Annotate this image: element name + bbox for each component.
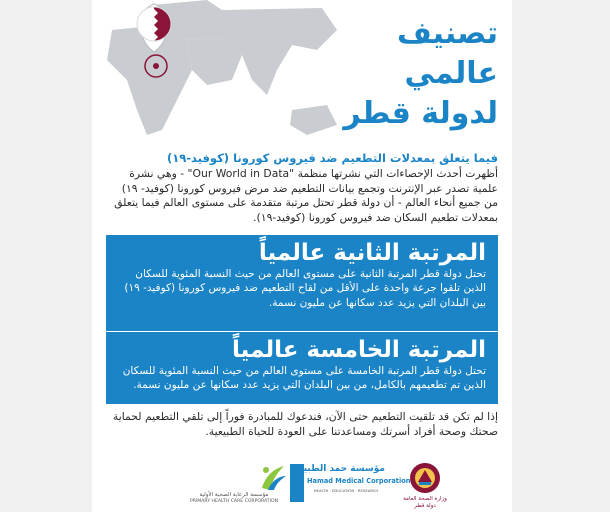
logo-row — [92, 462, 512, 512]
rank-fifth-title: المرتبة الخامسة عالمياً — [232, 337, 486, 363]
phcc-arabic-name: مؤسسة الرعاية الصحية الأولية — [199, 492, 269, 498]
rank-fifth-panel — [106, 332, 498, 404]
infographic-page — [92, 0, 512, 512]
map-qatar-dot — [153, 63, 159, 69]
title-line-3: لدولة قطر — [343, 96, 498, 131]
footer-call-to-action: إذا لم تكن قد تلقيت التطعيم حتى الآن، فندعوك للمبادرة فوراً إلى تلقي التطعيم لحماية صحتك وصحة أفراد أسرتك ومساعدتنا على العودة للحياة الطبيعية. — [112, 410, 498, 438]
subtitle: فيما يتعلق بمعدلات التطعيم ضد فيروس كورونا (كوفيد-١٩) — [166, 151, 498, 165]
intro-paragraph: أظهرت أحدث الإحصاءات التي نشرتها منظمة "Our World in Data" - وهي نشرة علمية تصدر عبر الإنترنت وتجمع بيانات التطعيم ضد مرض فيروس كورونا (كوفيد- ١٩) من جميع أنحاء العالم - أن دولة قطر تحتل مرتبة متقدمة على مستوى العالم فيما يتعلق بمعدلات تطعيم السكان ضد فيروس كورونا (كوفيد-١٩). — [114, 167, 498, 224]
hmc-english-name: Hamad Medical Corporation — [307, 477, 411, 485]
rank-second-panel — [106, 235, 498, 331]
moph-emblem-icon — [409, 462, 441, 494]
hmc-tagline: HEALTH · EDUCATION · RESEARCH — [313, 488, 379, 493]
rank-second-body: تحتل دولة قطر المرتبة الثانية على مستوى العالم من حيث النسبة المئوية للسكان الذين تلقوا جرعة واحدة على الأقل من لقاح التطعيم ضد فيروس كورونا (كوفيد- ١٩) بين البلدان التي يزيد عدد سكانها عن مليون نسمة. — [124, 268, 486, 309]
title-line-2: عالمي — [404, 56, 498, 91]
rank-fifth-body: تحتل دولة قطر المرتبة الخامسة على مستوى العالم من حيث النسبة المئوية للسكان الذين تم تطعيمهم بالكامل، من بين البلدان التي يزيد عدد سكانها عن مليون نسمة. — [122, 365, 486, 392]
hmc-arabic-name: مؤسسة حمد الطبية — [298, 464, 385, 474]
moph-state-name: دولة قطر — [414, 503, 436, 509]
title-line-1: تصنيف — [396, 16, 498, 51]
phcc-emblem-icon — [258, 464, 288, 492]
moph-arabic-name: وزارة الصحة العامة — [403, 496, 447, 502]
rank-second-title: المرتبة الثانية عالمياً — [258, 240, 486, 266]
phcc-english-name: PRIMARY HEALTH CARE CORPORATION — [189, 499, 279, 504]
page-title — [298, 14, 498, 134]
